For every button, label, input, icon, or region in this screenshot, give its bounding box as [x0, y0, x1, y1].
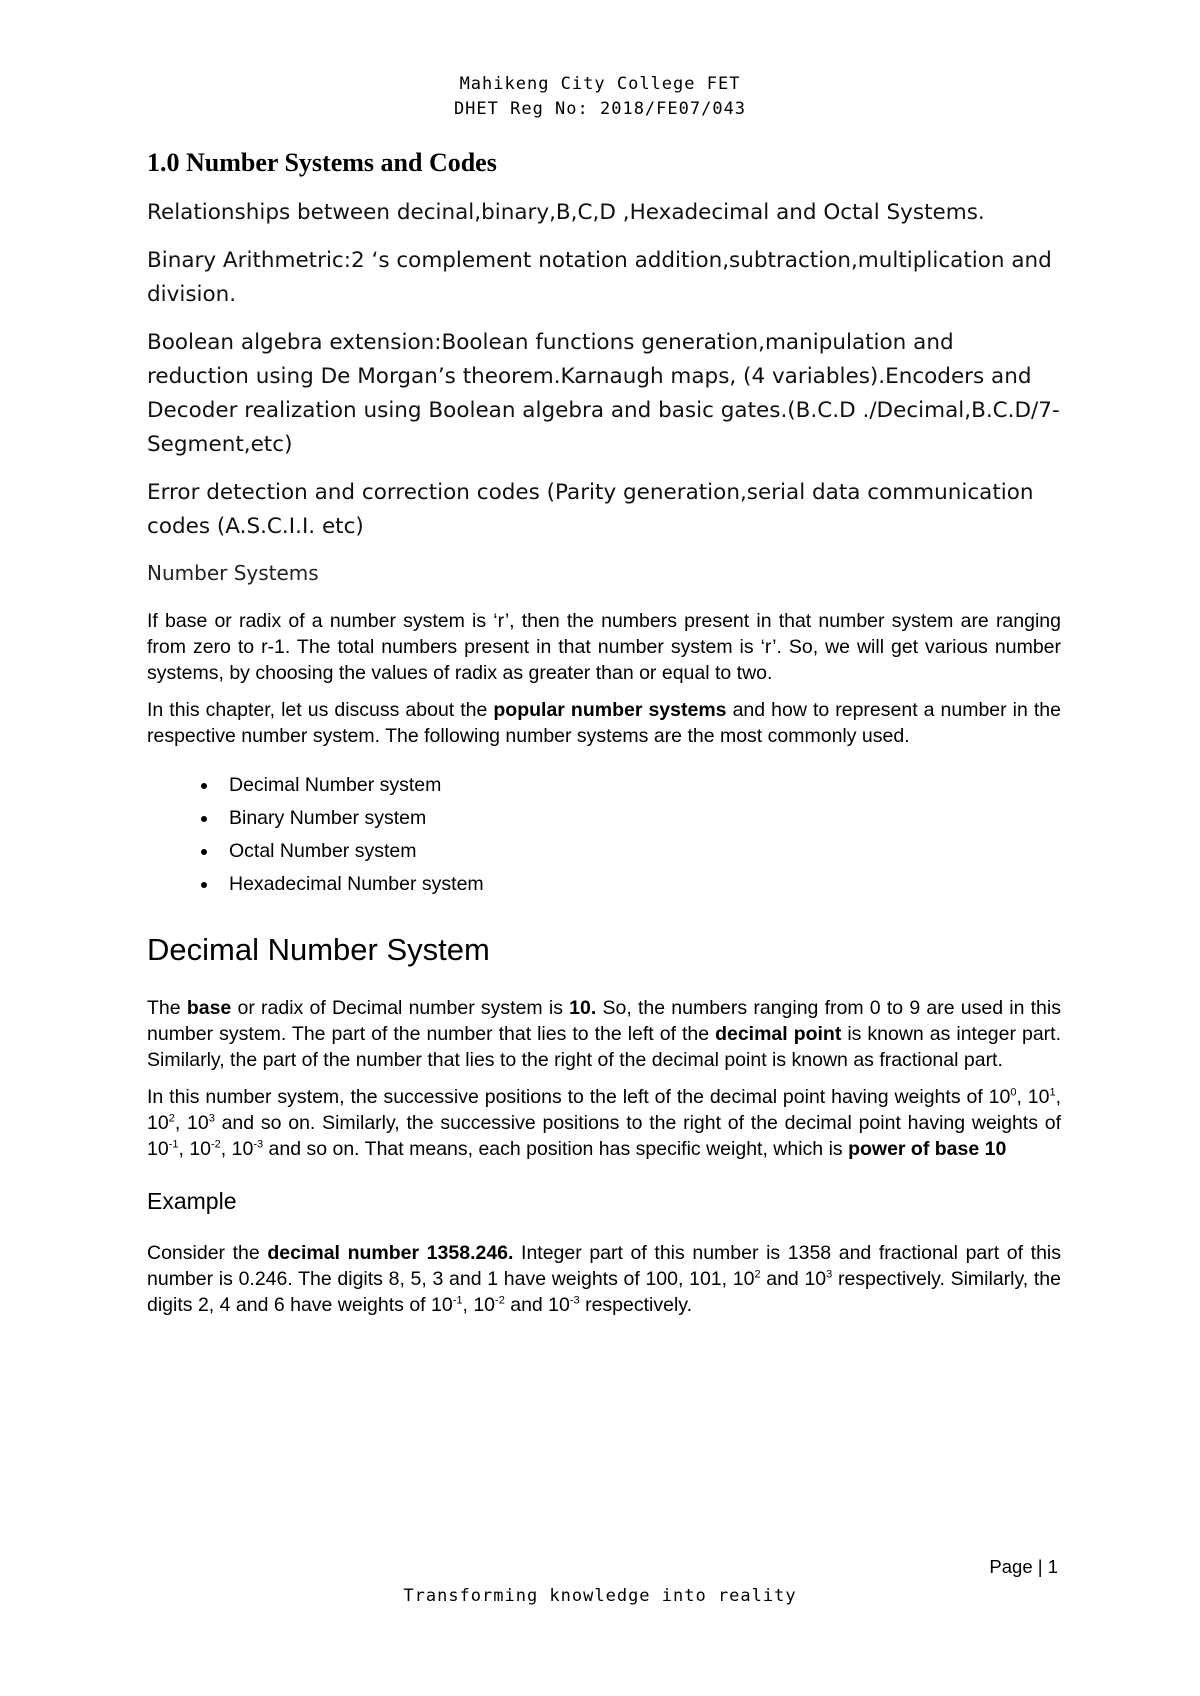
- list-item: • Hexadecimal Number system: [219, 868, 1061, 901]
- list-item: • Binary Number system: [219, 802, 1061, 835]
- outline-item: Boolean algebra extension:Boolean functions generation,manipulation and reduction using De Morgan’s theorem.Karnaugh maps, (4 variables).Encoders and Decoder realization using Boolean algebra and basic gates.(B.C.D ./Decimal,B.C.D/7-Segment,etc): [147, 330, 1060, 457]
- decimal-paragraph-1: The base or radix of Decimal number system is 10. So, the numbers ranging from 0 to 9 are used in this number system. The part of the number that lies to the left of the decimal point is known as integer part. Similarly, the part of the number that lies to the right of the decimal point is known as fractional part.: [147, 997, 1061, 1071]
- document-title: 1.0 Number Systems and Codes: [147, 148, 497, 177]
- example-paragraph: Consider the decimal number 1358.246. Integer part of this number is 1358 and fractional part of this number is 0.246. The digits 8, 5, 3 and 1 have weights of 100, 101, $10^2$ and $10^3$ respectively. Similarly, the digits 2, 4 and 6 have weights of $10^{-1}$, $10^{-2}$ and $10^{-3}$ respectively.: [147, 1242, 1061, 1316]
- page-footer: Transforming knowledge into reality: [403, 1586, 797, 1606]
- decimal-section-heading: Decimal Number System: [147, 932, 490, 967]
- decimal-paragraph-2: In this number system, the successive positions to the left of the decimal point having weights of $10^0$, $10^1$, $10^2$, $10^3$ and so on. Similarly, the successive positions to the right of the decimal point having weights of $10^{-1}$, $10^{-2}$, $10^{-3}$ and so on. That means, each position has specific weight, which is power of base 10: [147, 1086, 1062, 1160]
- chapter-paragraph: In this chapter, let us discuss about the popular number systems and how to represent a number in the respective number system. The following number systems are the most commonly used.: [147, 699, 1062, 747]
- page-header: [0, 72, 1200, 122]
- outline-item: Relationships between decinal,binary,B,C,D ,Hexadecimal and Octal Systems.: [147, 200, 985, 225]
- number-systems-heading: Number Systems: [147, 561, 319, 585]
- list-item: • Octal Number system: [219, 835, 1061, 868]
- header-college-name: Mahikeng City College FET: [459, 74, 741, 94]
- header-registration: DHET Reg No: 2018/FE07/043: [453, 99, 747, 119]
- example-heading: Example: [147, 1188, 237, 1214]
- outline-item: Error detection and correction codes (Parity generation,serial data communication codes (A.S.C.I.I. etc): [147, 480, 1034, 539]
- intro-paragraph: If base or radix of a number system is ‘r’, then the numbers present in that number system are ranging from zero to r-1. The total numbers present in that number system is ‘r’. So, we will get various number systems, by choosing the values of radix as greater than or equal to two.: [147, 610, 1061, 684]
- list-item: • Decimal Number system: [219, 769, 1061, 802]
- page-number: Page | 1: [989, 1556, 1058, 1577]
- number-systems-list: [147, 769, 1061, 901]
- outline-item: Binary Arithmetric:2 ‘s complement notation addition,subtraction,multiplication and division.: [147, 248, 1052, 307]
- page-body: [147, 146, 1061, 1329]
